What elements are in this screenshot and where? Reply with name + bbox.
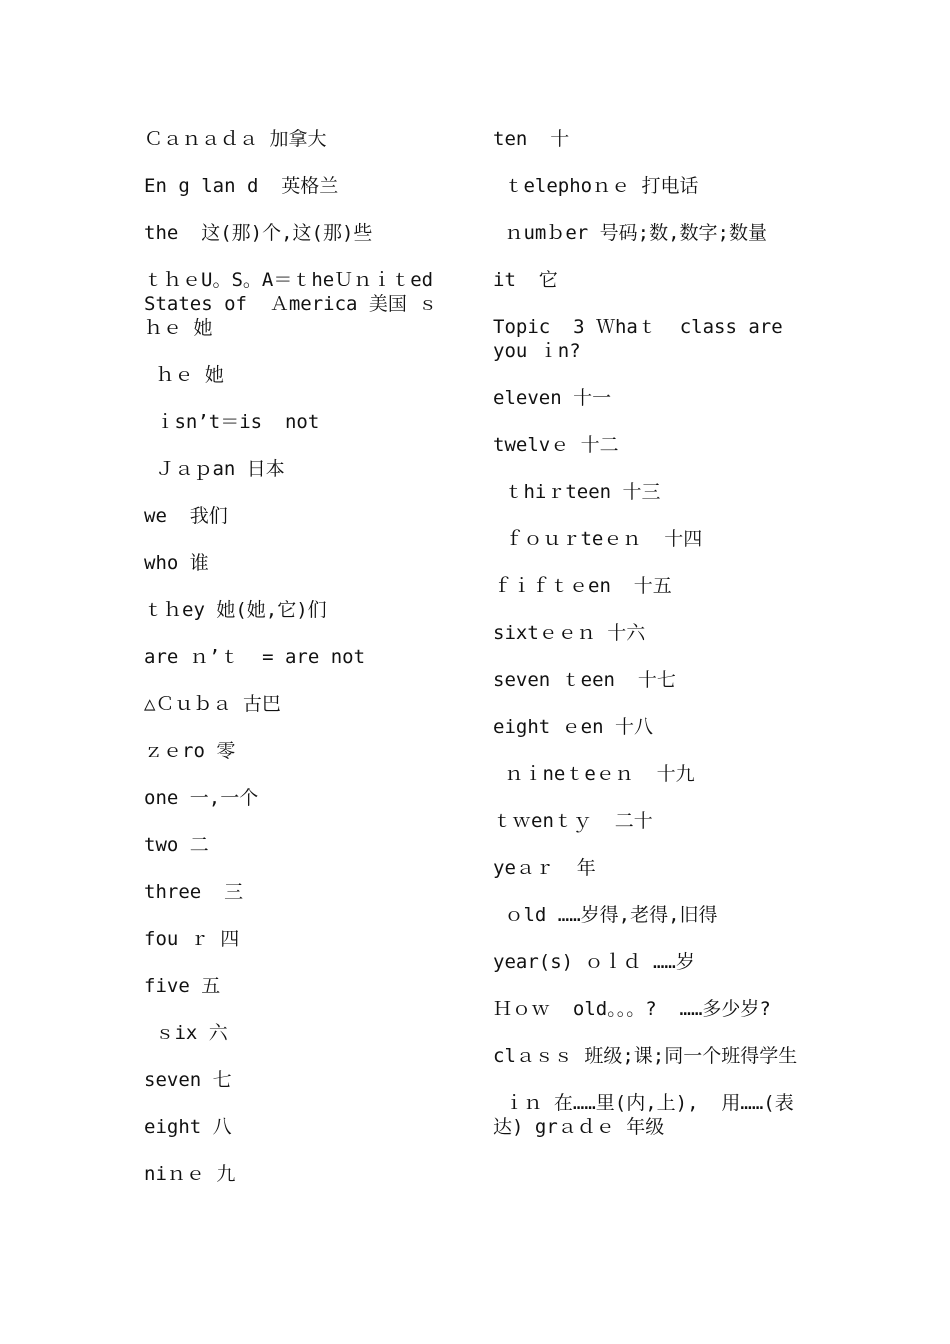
left-column <box>144 127 449 1209</box>
vocab-entry: ｚｅro 零 <box>144 740 236 762</box>
vocab-entry: who 谁 <box>144 552 209 574</box>
vocab-entry: ｔhiｒteen 十三 <box>493 481 661 503</box>
vocab-entry: year(s) ｏｌｄ ……岁 <box>493 951 695 973</box>
vocab-entry: eight ｅen 十八 <box>493 716 653 738</box>
vocab-entry: ｈｅ 她 <box>144 364 224 386</box>
vocab-entry: are ｎ’ｔ = are not <box>144 646 366 668</box>
vocab-entry: seven 七 <box>144 1069 232 1091</box>
vocab-entry: Ｊａｐan 日本 <box>144 458 285 480</box>
vocab-entry: Ｃａｎａｄａ 加拿大 <box>144 128 327 150</box>
vocab-entry: niｎｅ 九 <box>144 1163 236 1185</box>
right-column <box>493 127 803 1162</box>
vocab-entry: En g lan d 英格兰 <box>144 175 339 197</box>
vocab-entry: sixtｅｅｎ 十六 <box>493 622 646 644</box>
vocab-entry: ｆｉｆｔｅen 十五 <box>493 575 672 597</box>
vocab-entry: ｔｈey 她(她,它)们 <box>144 599 327 621</box>
vocab-entry: yeａｒ 年 <box>493 857 596 879</box>
vocab-entry: ｉｎ 在……里(内,上), 用……(表达) grａｄｅ 年级 <box>493 1092 794 1138</box>
vocab-entry: ｔｈｅU。S。A＝ｔheＵｎｉｔed States of Ａmerica 美国 ｓｈｅ 她 <box>144 269 445 339</box>
vocab-entry: the 这(那)个,这(那)些 <box>144 222 373 244</box>
vocab-entry: Topic 3 Ｗhaｔ class are you ｉn? <box>493 316 795 362</box>
vocab-entry: Ｈｏｗ old。。。? ……多少岁? <box>493 998 771 1020</box>
vocab-entry: two 二 <box>144 834 209 856</box>
vocab-entry: ｓix 六 <box>144 1022 228 1044</box>
vocab-entry: ｎumｂer 号码;数,数字;数量 <box>493 222 767 244</box>
vocab-entry: eleven 十一 <box>493 387 612 409</box>
vocab-entry: eight 八 <box>144 1116 232 1138</box>
vocab-entry: ｎｉneｔeｅｎ 十九 <box>493 763 695 785</box>
vocab-entry: twelvｅ 十二 <box>493 434 619 456</box>
vocab-entry: ｆｏｕｒteｅｎ 十四 <box>493 528 703 550</box>
vocab-entry: one 一,一个 <box>144 787 259 809</box>
vocab-entry: three 三 <box>144 881 244 903</box>
vocab-entry: ten 十 <box>493 128 570 150</box>
vocab-entry: fou ｒ 四 <box>144 928 240 950</box>
vocab-entry: ｔｗenｔｙ 二十 <box>493 810 653 832</box>
vocab-entry: ｔelephoｎｅ 打电话 <box>493 175 699 197</box>
vocab-entry: clａｓｓ 班级;课;同一个班得学生 <box>493 1045 798 1067</box>
vocab-entry: it 它 <box>493 269 558 291</box>
vocab-entry: △Ｃｕｂａ 古巴 <box>144 693 281 715</box>
vocab-entry: we 我们 <box>144 505 228 527</box>
vocab-entry: five 五 <box>144 975 221 997</box>
vocab-entry: seven ｔeen 十七 <box>493 669 676 691</box>
vocab-entry: ｏld ……岁得,老得,旧得 <box>493 904 718 926</box>
vocab-entry: ｉsn’t＝is not <box>144 411 320 433</box>
